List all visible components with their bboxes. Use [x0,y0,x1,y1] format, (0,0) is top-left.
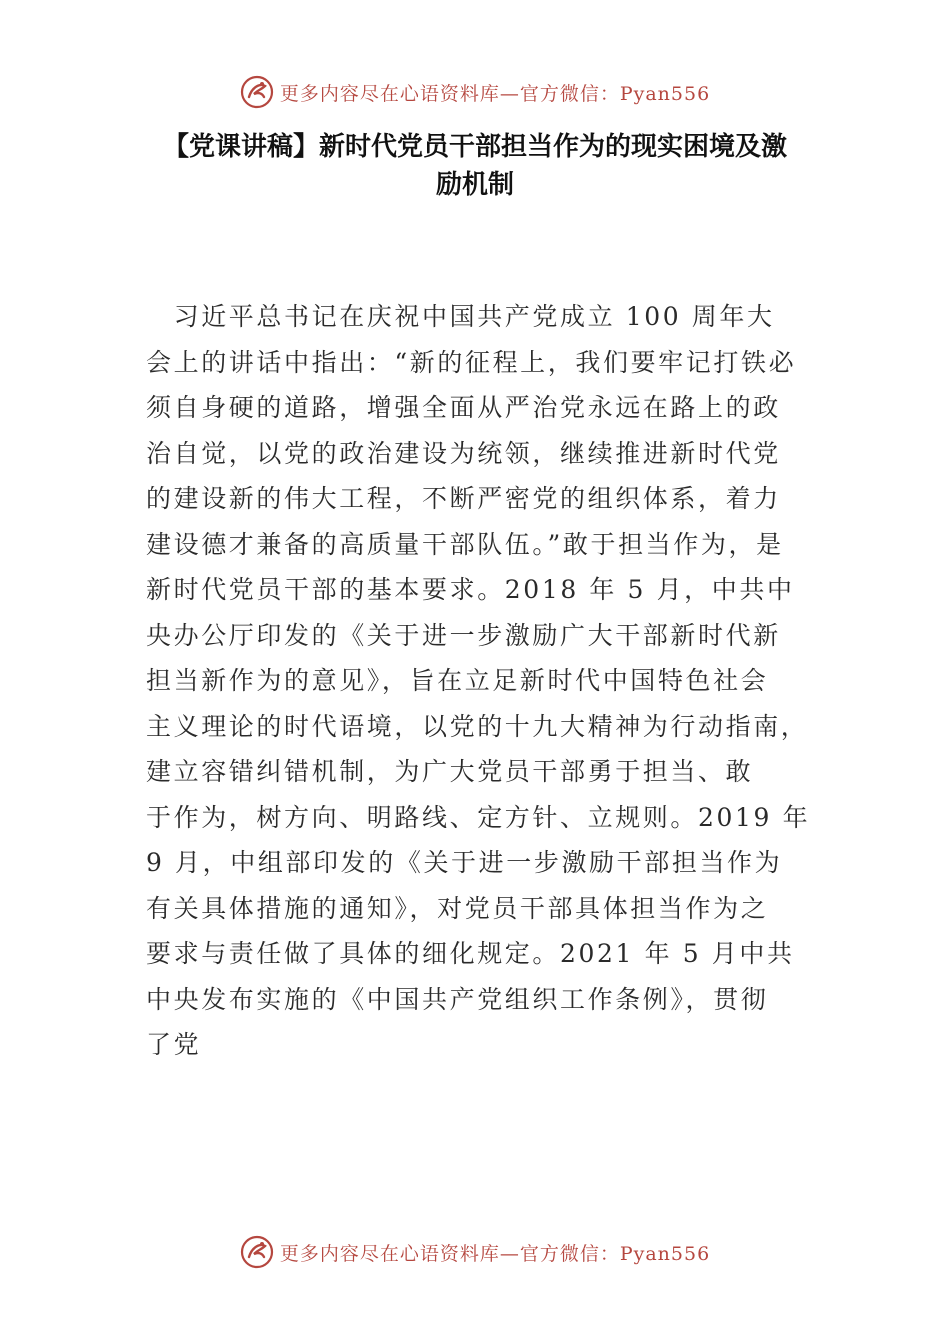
body-line: 新时代党员干部的基本要求。2018 年 5 月，中共中 [146,575,795,604]
body-line: 于作为，树方向、明路线、定方针、立规则。2019 年 [146,802,811,832]
body-line: 中央发布实施的《中国共产党组织工作条例》，贯彻 [146,984,769,1014]
body-line: 有关具体措施的通知》，对党员干部具体担当作为之 [146,893,769,923]
body-line: 要求与责任做了具体的细化规定。2021 年 5 月中共 [146,939,795,968]
document-body [146,294,821,1068]
body-line: 建立容错纠错机制，为广大党员干部勇于担当、敢 [146,757,754,786]
body-line: 9 月，中组部印发的《关于进一步激励干部担当作为 [146,848,783,877]
body-line: 央办公厅印发的《关于进一步激励广大干部新时代新 [146,620,781,650]
watermark-text: 更多内容尽在心语资料库—官方微信：Pyan556 [279,1242,711,1265]
footer-watermark [0,1232,950,1272]
body-line: 须自身硬的道路，增强全面从严治党永远在路上的政 [146,393,781,422]
body-line: 治自觉，以党的政治建设为统领，继续推进新时代党 [146,438,781,468]
body-line: 建设德才兼备的高质量干部队伍。”敢于担当作为，是 [146,529,784,559]
seal-logo-icon [240,75,274,109]
header-watermark [0,72,950,112]
document-title [120,128,830,204]
body-line: 主义理论的时代语境，以党的十九大精神为行动指南， [146,711,809,741]
seal-logo-icon [240,1235,274,1269]
watermark-text: 更多内容尽在心语资料库—官方微信：Pyan556 [279,82,711,105]
body-line: 会上的讲话中指出：“新的征程上，我们要牢记打铁必 [146,347,797,377]
title-line-2: 励机制 [435,170,514,200]
body-line: 的建设新的伟大工程，不断严密党的组织体系，着力 [146,484,781,513]
title-line-1: 【党课讲稿】新时代党员干部担当作为的现实困境及激 [162,132,787,162]
body-line: 担当新作为的意见》，旨在立足新时代中国特色社会 [146,666,769,695]
body-line: 了党 [146,1030,202,1059]
body-line: 习近平总书记在庆祝中国共产党成立 100 周年大 [146,302,775,331]
